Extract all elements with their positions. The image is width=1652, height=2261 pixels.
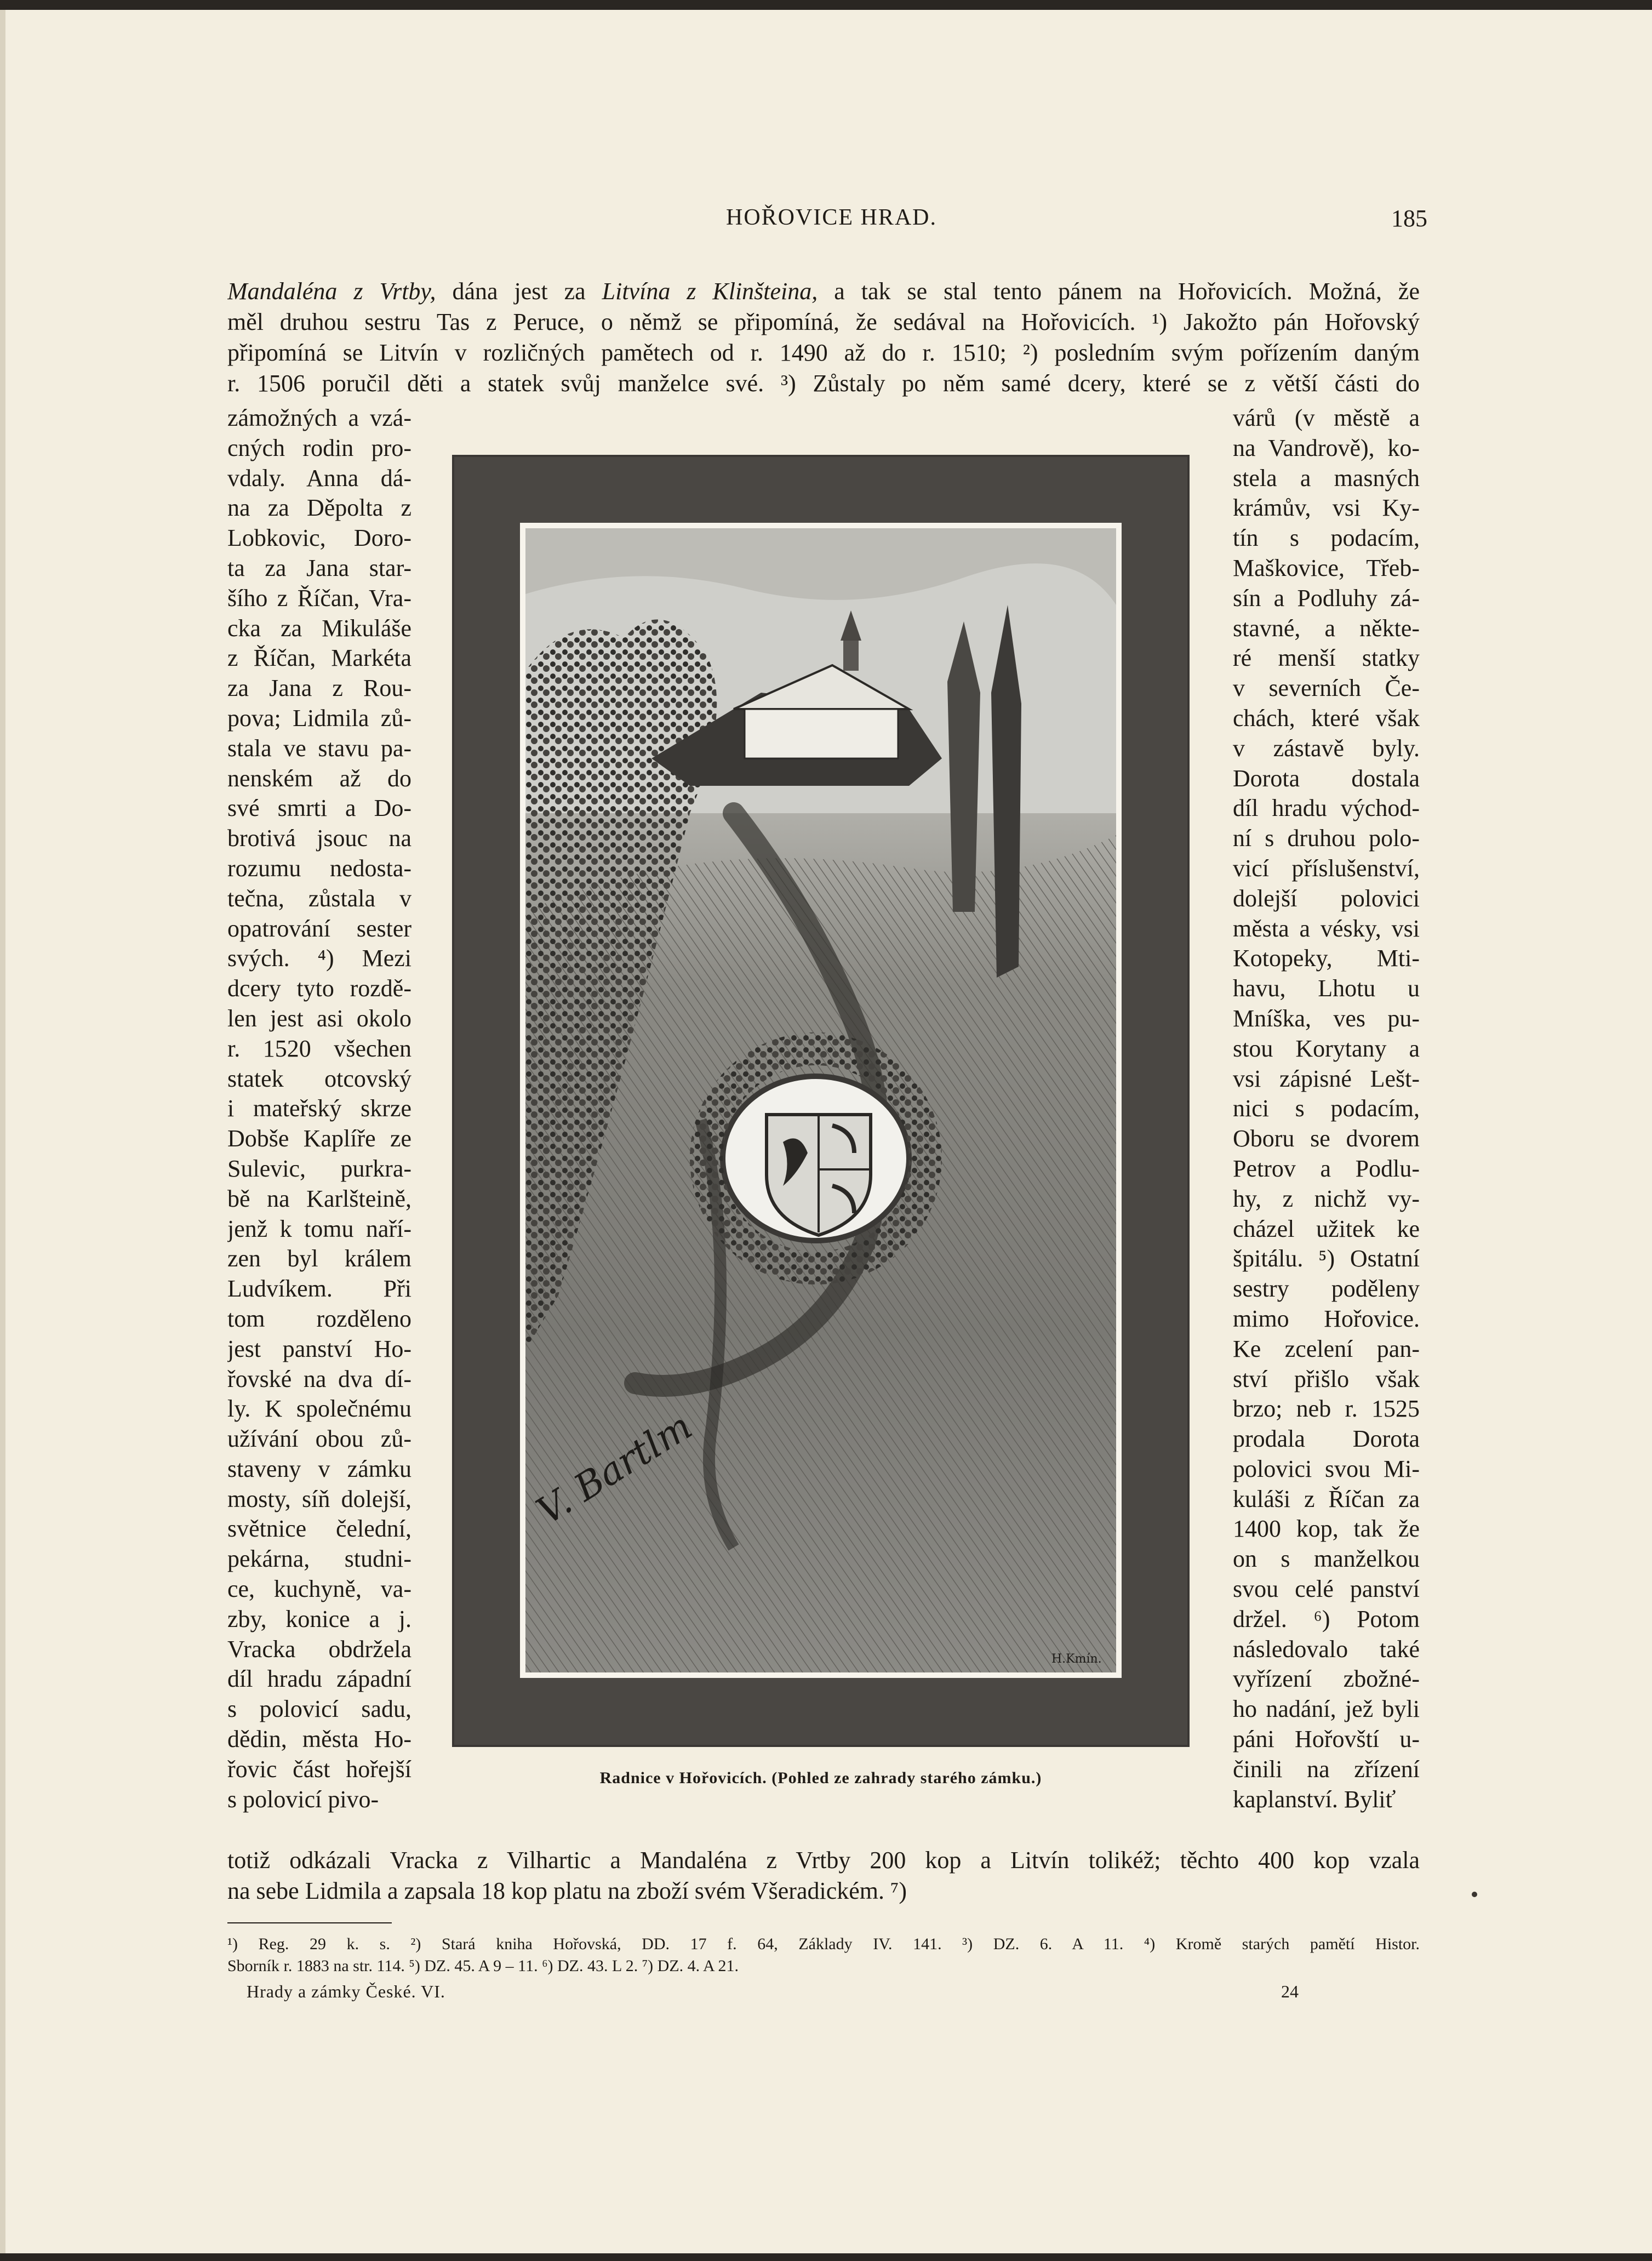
right-column-line: vicí příslušenství, [1233,854,1420,882]
left-column-line: vdaly. Anna dá- [227,464,411,492]
left-column-line: pekárna, studni- [227,1545,411,1573]
left-column-line: jest panství Ho- [227,1335,411,1362]
right-column-line: cházel užitek ke [1233,1215,1420,1242]
left-column-line: ly. K společnému [227,1395,411,1423]
right-column-line: ho nadání, jež byli [1233,1695,1420,1723]
right-column-line: brzo; neb r. 1525 [1233,1395,1420,1423]
page-number: 185 [1391,205,1427,232]
footnote-line: ¹) Reg. 29 k. s. ²) Stará kniha Hořovská, DD. 17 f. 64, Základy IV. 141. ³) DZ. 6. A 11. ⁴) Kromě starých pamětí Histor. [227,1935,1420,1953]
right-column-line: prodala Dorota [1233,1425,1420,1453]
left-column-line: Sulevic, purkra- [227,1155,411,1182]
right-column-line: Ke zcelení pan- [1233,1335,1420,1362]
left-column-line: světnice čelední, [227,1515,411,1543]
intro-line: měl druhou sestru Tas z Peruce, o němž se připomíná, že sedával na Hořovicích. ¹) Jakožto pán Hořovský [227,309,1420,335]
illustration-plate [452,455,1190,1747]
right-column-line: kaplanství. Byliť [1233,1785,1396,1813]
intro-line: Mandaléna z Vrtby, dána jest za Litvína z Klinšteina, a tak se stal tento pánem na Hořovicích. Možná, že [227,278,1420,305]
castle-garden-drawing [525,528,1116,1672]
right-column-line: kuláši z Říčan za [1233,1485,1420,1512]
left-column-line: tečna, zůstala v [227,884,411,912]
right-column-line: polovici svou Mi- [1233,1455,1420,1482]
right-column-line: nici s podacím, [1233,1095,1420,1122]
right-text-column [1233,403,1420,1814]
right-column-line: svou celé panství [1233,1575,1420,1603]
left-column-line: brotivá jsouc na [227,825,411,852]
right-column-line: vsi zápisné Lešt- [1233,1065,1420,1092]
left-column-line: nenském až do [227,764,411,792]
right-column-line: Dorota dostala [1233,764,1420,792]
left-column-line: užívání obou zů- [227,1425,411,1453]
footnote-rule [227,1922,392,1923]
right-column-line: sestry poděleny [1233,1275,1420,1303]
engraver-signature: H.Kmín. [1051,1652,1102,1666]
left-column-line: r. 1520 všechen [227,1035,411,1062]
right-column-line: Mníška, ves pu- [1233,1004,1420,1032]
left-column-line: zby, konice a j. [227,1605,411,1632]
left-column-line: mosty, síň dolejší, [227,1485,411,1512]
footer-sheet-number: 24 [1281,1982,1299,2001]
left-column-line: zámožných a vzá- [227,404,411,431]
right-column-line: stela a masných [1233,464,1420,492]
book-page [0,10,1652,2253]
right-column-line: stavné, a někte- [1233,614,1420,642]
left-column-line: statek otcovský [227,1065,411,1092]
closing-line: na sebe Lidmila a zapsala 18 kop platu na zboží svém Všeradickém. ⁷) [227,1877,907,1904]
page-header [5,204,1652,237]
left-column-line: cných rodin pro- [227,434,411,461]
right-column-line: stou Korytany a [1233,1035,1420,1062]
left-column-line: dědin, města Ho- [227,1726,411,1753]
right-column-line: 1400 kop, tak že [1233,1515,1420,1543]
left-column-line: cka za Mikuláše [227,614,411,642]
footer-signature: Hrady a zámky České. VI. [247,1982,445,2001]
right-column-line: vyřízení zbožné- [1233,1665,1420,1693]
right-column-line: dolejší polovici [1233,884,1420,912]
intro-line: r. 1506 poručil děti a statek svůj manželce své. ³) Zůstaly po něm samé dcery, které se z větší části do [227,370,1420,397]
left-column-line: Dobše Kaplíře ze [227,1125,411,1152]
right-column-line: Kotopeky, Mti- [1233,945,1420,972]
left-column-line: na za Děpolta z [227,494,411,522]
left-column-line: tom rozděleno [227,1305,411,1332]
illustration-frame [520,523,1122,1678]
right-column-line: havu, Lhotu u [1233,975,1420,1002]
right-column-line: ré menší statky [1233,644,1420,672]
left-column-line: s polovicí sadu, [227,1695,411,1723]
left-column-line: ce, kuchyně, va- [227,1575,411,1603]
left-column-line: Lobkovic, Doro- [227,524,411,552]
left-column-line: jenž k tomu naří- [227,1215,411,1242]
left-text-column [227,403,411,1814]
left-column-line: i mateřský skrze [227,1095,411,1122]
right-column-line: ní s druhou polo- [1233,825,1420,852]
closing-line: totiž odkázali Vracka z Vilhartic a Mandaléna z Vrtby 200 kop a Litvín tolikéž; těchto 400 kop vzala [227,1847,1420,1874]
right-column-line: krámův, vsi Ky- [1233,494,1420,522]
right-column-line: Maškovice, Třeb- [1233,554,1420,581]
left-column-line: s polovicí pivo- [227,1785,379,1813]
left-column-line: rozumu nedosta- [227,854,411,882]
illustration-caption: Radnice v Hořovicích. (Pohled ze zahrady starého zámku.) [599,1769,1042,1787]
illustration-image [525,528,1116,1672]
intro-line: připomíná se Litvín v rozličných pamětech od r. 1490 až do r. 1510; ²) posledním svým pořízením daným [227,339,1420,366]
right-column-line: držel. ⁶) Potom [1233,1605,1420,1632]
left-column-line: dcery tyto rozdě- [227,975,411,1002]
right-column-line: ství přišlo však [1233,1365,1420,1392]
right-column-line: chách, které však [1233,704,1420,732]
running-head: HOŘOVICE HRAD. [726,205,937,230]
left-column-line: staveny v zámku [227,1455,411,1482]
left-column-line: svých. ⁴) Mezi [227,945,411,972]
left-column-line: Vracka obdržela [227,1635,411,1663]
right-column-line: města a vésky, vsi [1233,915,1420,942]
left-column-line: řovské na dva dí- [227,1365,411,1392]
left-column-line: opatrování sester [227,915,411,942]
right-column-line: mimo Hořovice. [1233,1305,1420,1332]
right-column-line: on s manželkou [1233,1545,1420,1573]
right-column-line: páni Hořovští u- [1233,1726,1420,1753]
right-column-line: Petrov a Podlu- [1233,1155,1420,1182]
right-column-line: v severních Če- [1233,675,1420,702]
right-column-line: Oboru se dvorem [1233,1125,1420,1152]
right-column-line: hy, z nichž vy- [1233,1185,1420,1212]
left-column-line: šího z Říčan, Vra- [227,584,411,612]
left-column-line: bě na Karlšteině, [227,1185,411,1212]
left-column-line: zen byl králem [227,1245,411,1272]
right-column-line: v zástavě byly. [1233,734,1420,762]
left-column-line: díl hradu západní [227,1665,411,1693]
left-column-line: za Jana z Rou- [227,675,411,702]
footnote-line: Sborník r. 1883 na str. 114. ⁵) DZ. 45. A 9 – 11. ⁶) DZ. 43. L 2. ⁷) DZ. 4. A 21. [227,1957,739,1975]
right-column-line: díl hradu východ- [1233,795,1420,822]
left-column-line: z Říčan, Markéta [227,644,411,672]
artist-signature: V. Bartlm [529,1404,700,1534]
left-column-line: své smrti a Do- [227,795,411,822]
right-column-line: várů (v městě a [1233,404,1420,431]
right-column-line: na Vandrově), ko- [1233,434,1420,461]
right-column-line: tín s podacím, [1233,524,1420,552]
left-column-line: Ludvíkem. Při [227,1275,411,1303]
right-column-line: následovalo také [1233,1635,1420,1663]
left-column-line: stala ve stavu pa- [227,734,411,762]
right-column-line: činili na zřízení [1233,1755,1420,1783]
left-column-line: ta za Jana star- [227,554,411,581]
left-column-line: len jest asi okolo [227,1004,411,1032]
page-speck [1472,1892,1477,1897]
right-column-line: sín a Podluhy zá- [1233,584,1420,612]
left-column-line: řovic část hořejší [227,1755,411,1783]
left-column-line: pova; Lidmila zů- [227,704,411,732]
right-column-line: špitálu. ⁵) Ostatní [1233,1245,1420,1272]
